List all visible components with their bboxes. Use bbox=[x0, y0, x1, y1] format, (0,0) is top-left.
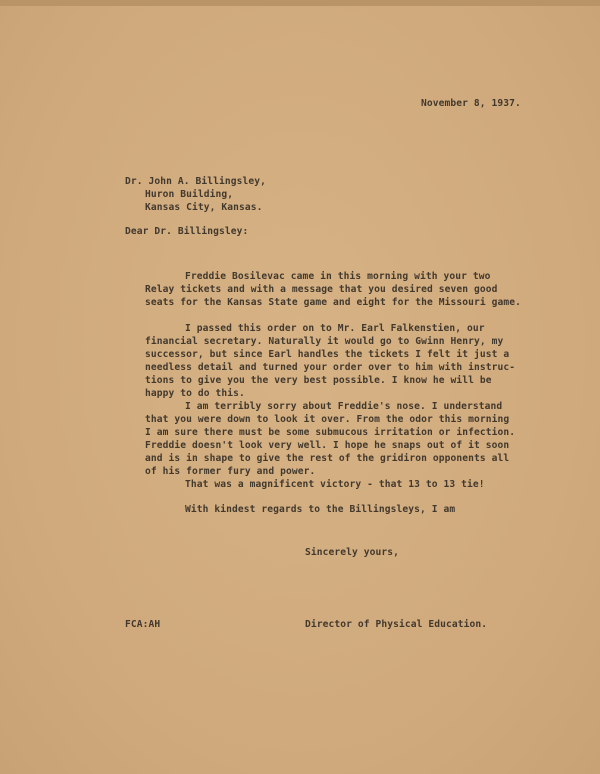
paragraph1-line: Freddie Bosilevac came in this morning with your two bbox=[185, 271, 491, 282]
salutation: Dear Dr. Billingsley: bbox=[125, 226, 249, 237]
paragraph2-line: I passed this order on to Mr. Earl Falkenstien, our bbox=[185, 323, 485, 334]
paragraph3-line: I am sure there must be some submucous irritation or infection. bbox=[145, 427, 516, 438]
paragraph3-line: Freddie doesn't look very well. I hope he snaps out of it soon bbox=[145, 440, 510, 451]
paragraph3-line: I am terribly sorry about Freddie's nose. I understand bbox=[185, 401, 503, 412]
paragraph5: With kindest regards to the Billingsleys, I am bbox=[185, 504, 456, 515]
paragraph2-line: successor, but since Earl handles the tickets I felt it just a bbox=[145, 349, 510, 360]
paper-edge bbox=[0, 0, 600, 6]
recipient-city: Kansas City, Kansas. bbox=[145, 202, 263, 213]
closing: Sincerely yours, bbox=[305, 547, 400, 558]
paragraph4: That was a magnificent victory - that 13 to 13 tie! bbox=[185, 479, 485, 490]
paragraph1-line: Relay tickets and with a message that you desired seven good bbox=[145, 284, 498, 295]
signer-title: Director of Physical Education. bbox=[305, 619, 488, 630]
paragraph2-line: tions to give you the very best possible. I know he will be bbox=[145, 375, 492, 386]
letter-date: November 8, 1937. bbox=[421, 98, 521, 109]
typist-initials: FCA:AH bbox=[125, 619, 161, 630]
recipient-name: Dr. John A. Billingsley, bbox=[125, 176, 267, 187]
paragraph1-line: seats for the Kansas State game and eight for the Missouri game. bbox=[145, 297, 522, 308]
paragraph3-line: that you were down to look it over. From the odor this morning bbox=[145, 414, 510, 425]
paragraph3-line: and is in shape to give the rest of the gridiron opponents all bbox=[145, 453, 510, 464]
paragraph2-line: happy to do this. bbox=[145, 388, 245, 399]
recipient-street: Huron Building, bbox=[145, 189, 234, 200]
paragraph2-line: needless detail and turned your order over to him with instruc- bbox=[145, 362, 516, 373]
paragraph3-line: of his former fury and power. bbox=[145, 466, 316, 477]
paragraph2-line: financial secretary. Naturally it would go to Gwinn Henry, my bbox=[145, 336, 504, 347]
